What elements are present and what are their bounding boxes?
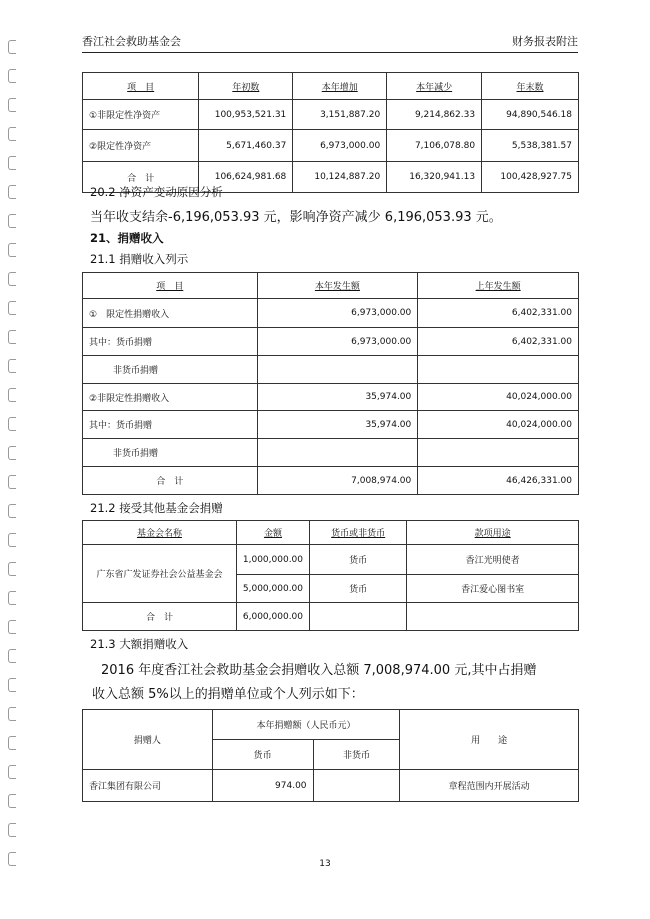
col-donor: 捐赠人 (83, 710, 213, 770)
section-21-3-text-2: 收入总额 5%以上的捐赠单位或个人列示如下： (92, 687, 364, 702)
col-increase: 本年增加 (293, 73, 387, 100)
cell: 非货币捐赠 (83, 439, 258, 467)
table-total-row (83, 467, 579, 495)
section-21-title: 21、捐赠收入 (90, 231, 164, 245)
table-header-row (83, 73, 579, 100)
cell: 40,024,000.00 (418, 411, 579, 439)
cell: 合 计 (83, 603, 237, 631)
table-row (83, 100, 579, 130)
col-decrease: 本年减少 (387, 73, 482, 100)
section-21-3-text-1: 2016 年度香江社会救助基金会捐赠收入总额 7,008,974.00 元,其中占捐赠 (101, 663, 537, 678)
table-row (83, 328, 579, 356)
cell: 香江集团有限公司 (83, 770, 213, 802)
large-donations-table (82, 709, 579, 802)
section-21-1-title: 21.1 捐赠收入列示 (90, 252, 189, 266)
col-use: 用 途 (400, 710, 579, 770)
section-21-3-title: 21.3 大额捐赠收入 (90, 637, 189, 651)
cell (257, 439, 418, 467)
donation-income-table (82, 272, 579, 495)
cell: 合 计 (83, 467, 258, 495)
col-closing: 年末数 (482, 73, 579, 100)
col-noncash: 非货币 (313, 740, 400, 770)
cell: 46,426,331.00 (418, 467, 579, 495)
cell: 6,402,331.00 (418, 299, 579, 328)
cell: ① 限定性捐赠收入 (83, 299, 258, 328)
cell: ②非限定性捐赠收入 (83, 384, 258, 411)
cell: 7,106,078.80 (387, 130, 482, 162)
cell (313, 770, 400, 802)
cell: 5,538,381.57 (482, 130, 579, 162)
table-row (83, 299, 579, 328)
col-foundation-name: 基金会名称 (83, 521, 237, 545)
cell: 香江爱心图书室 (407, 575, 579, 603)
table-total-row (83, 603, 579, 631)
cell: 其中：货币捐赠 (83, 328, 258, 356)
page-number: 13 (319, 859, 331, 869)
cell: 3,151,887.20 (293, 100, 387, 130)
table-header-row (83, 273, 579, 299)
cell (418, 439, 579, 467)
table-row (83, 411, 579, 439)
table-row (83, 439, 579, 467)
cell: 6,000,000.00 (236, 603, 309, 631)
table-header-row (83, 521, 579, 545)
cell: ②限定性净资产 (83, 130, 199, 162)
cell: 10,124,887.20 (293, 162, 387, 193)
cell: 6,973,000.00 (293, 130, 387, 162)
page-header (82, 29, 578, 53)
table-row (83, 545, 579, 575)
cell: 其中：货币捐赠 (83, 411, 258, 439)
cell (310, 603, 407, 631)
cell (257, 356, 418, 384)
cell: 6,402,331.00 (418, 328, 579, 356)
cell: 35,974.00 (257, 384, 418, 411)
cell: 1,000,000.00 (236, 545, 309, 575)
col-item: 项 目 (83, 273, 258, 299)
cell: 6,973,000.00 (257, 299, 418, 328)
col-current-year: 本年发生额 (257, 273, 418, 299)
cell: 7,008,974.00 (257, 467, 418, 495)
cell: 章程范围内开展活动 (400, 770, 579, 802)
col-item: 项 目 (83, 73, 199, 100)
cell: 5,671,460.37 (199, 130, 293, 162)
table-row (83, 130, 579, 162)
cell: 9,214,862.33 (387, 100, 482, 130)
section-21-2-title: 21.2 接受其他基金会捐赠 (90, 501, 223, 515)
cell (407, 603, 579, 631)
col-opening: 年初数 (199, 73, 293, 100)
section-20-2-title: 20.2 净资产变动原因分析 (90, 185, 223, 199)
cell: 16,320,941.13 (387, 162, 482, 193)
header-org: 香江社会救助基金会 (82, 35, 181, 48)
header-section: 财务报表附注 (512, 35, 578, 48)
col-purpose: 款项用途 (407, 521, 579, 545)
cell: 非货币捐赠 (83, 356, 258, 384)
cell: 974.00 (212, 770, 313, 802)
col-donation-amount: 本年捐赠额（人民币元） (212, 710, 400, 740)
col-amount: 金额 (236, 521, 309, 545)
cell: ①非限定性净资产 (83, 100, 199, 130)
cell: 100,953,521.31 (199, 100, 293, 130)
table-row (83, 770, 579, 802)
net-assets-table (82, 72, 579, 193)
binding-holes (8, 40, 20, 881)
table-row (83, 384, 579, 411)
table-header-row (83, 710, 579, 740)
cell: 94,890,546.18 (482, 100, 579, 130)
foundation-donations-table (82, 520, 579, 631)
cell: 100,428,927.75 (482, 162, 579, 193)
cell: 40,024,000.00 (418, 384, 579, 411)
table-row (83, 356, 579, 384)
cell: 货币 (310, 545, 407, 575)
cell: 广东省广发证券社会公益基金会 (83, 545, 237, 603)
cell: 35,974.00 (257, 411, 418, 439)
col-cash: 货币 (212, 740, 313, 770)
col-currency-type: 货币或非货币 (310, 521, 407, 545)
col-prior-year: 上年发生额 (418, 273, 579, 299)
cell: 6,973,000.00 (257, 328, 418, 356)
section-20-2-text: 当年收支结余-6,196,053.93 元，影响净资产减少 6,196,053.93 元。 (90, 210, 502, 225)
cell: 香江光明使者 (407, 545, 579, 575)
cell: 合 计 (83, 162, 199, 193)
cell: 106,624,981.68 (199, 162, 293, 193)
cell: 货币 (310, 575, 407, 603)
cell: 5,000,000.00 (236, 575, 309, 603)
cell (418, 356, 579, 384)
